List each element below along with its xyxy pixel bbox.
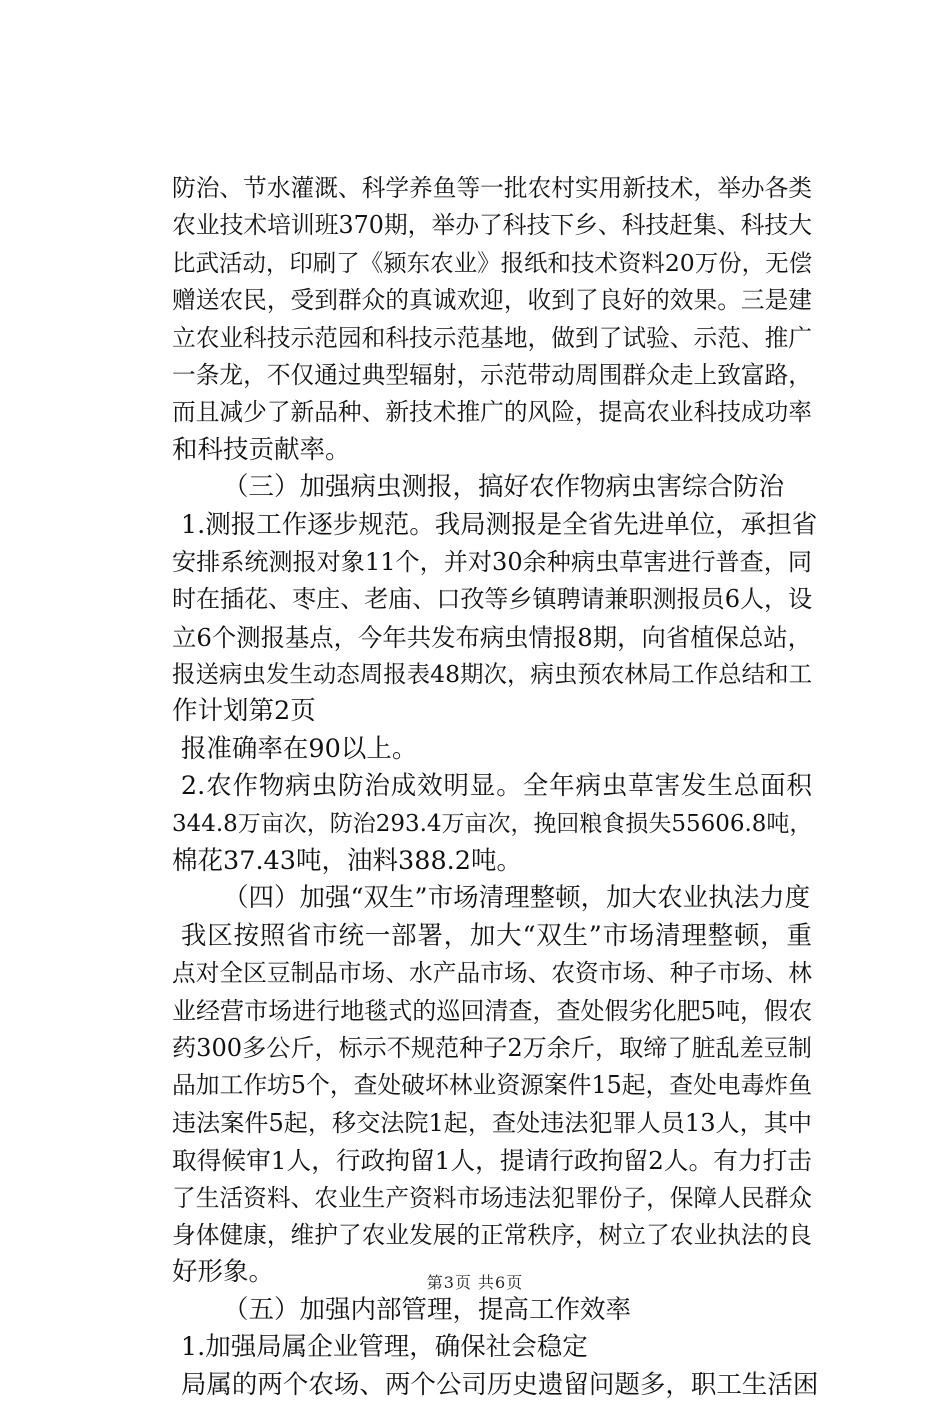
body-text-line: 局属的两个农场、两个公司历史遗留问题多，职工生活困 <box>180 1369 819 1400</box>
body-text-line: 而且减少了新品种、新技术推广的风险，提高农业科技成功率 <box>172 398 812 427</box>
body-text-line: 了生活资料、农业生产资料市场违法犯罪份子，保障人民群众 <box>172 1183 812 1212</box>
body-text-line: 取得候审1人，行政拘留1人，提请行政拘留2人。有力打击 <box>172 1146 812 1176</box>
body-text-line: 农业技术培训班370期，举办了科技下乡、科技赶集、科技大 <box>172 211 812 240</box>
body-text-line: 立6个测报基点，今年共发布病虫情报8期，向省植保总站， <box>172 622 812 652</box>
body-text-line: 1.测报工作逐步规范。我局测报是全省先进单位，承担省 <box>180 509 818 540</box>
body-text-line: 报送病虫发生动态周报表48期次，病虫预农林局工作总结和工 <box>172 660 813 689</box>
body-text-line: 和科技贡献率。 <box>172 434 351 465</box>
body-text-line: 棉花37.43吨，油料388.2吨。 <box>172 846 523 877</box>
body-text-line: 安排系统测报对象11个，并对30余种病虫草害进行普查，同 <box>172 547 812 576</box>
body-text-line: 比武活动，印刷了《颍东农业》报纸和技术资料20万份，无偿 <box>172 248 813 277</box>
body-text-line: 点对全区豆制品市场、水产品市场、农资市场、种子市场、林 <box>172 959 812 988</box>
body-text-line: 药300多公斤，标示不规范种子2万余斤，取缔了脏乱差豆制 <box>172 1033 812 1062</box>
body-text-line: 时在插花、枣庄、老庙、口孜等乡镇聘请兼职测报员6人，设 <box>172 585 813 614</box>
body-text-line: 业经营市场进行地毯式的巡回清查，查处假劣化肥5吨，假农 <box>172 996 813 1025</box>
body-text-line: 赠送农民，受到群众的真诚欢迎，收到了良好的效果。三是建 <box>172 286 812 315</box>
section-heading: （五）加强内部管理，提高工作效率 <box>223 1294 632 1325</box>
body-text-line: 好形象。 <box>172 1257 275 1288</box>
body-text-line: 立农业科技示范园和科技示范基地，做到了试验、示范、推广 <box>172 323 812 352</box>
body-text-line: 报准确率在90以上。 <box>180 733 418 764</box>
body-text-line: 344.8万亩次，防治293.4万亩次，挽回粮食损失55606.8吨， <box>172 810 813 837</box>
document-body <box>172 170 819 1404</box>
body-text-line: 一条龙，不仅通过典型辐射，示范带动周围群众走上致富路， <box>172 360 812 389</box>
body-text-line: 1.加强局属企业管理，确保社会稳定 <box>180 1332 588 1363</box>
body-text-line: 防治、节水灌溉、科学养鱼等一批农村实用新技术，举办各类 <box>172 174 812 202</box>
section-heading: （三）加强病虫测报，搞好农作物病虫害综合防治 <box>223 472 785 503</box>
body-text-line: 作计划第2页 <box>172 696 316 727</box>
body-text-line: 我区按照省市统一部署，加大“双生”市场清理整顿，重 <box>180 920 812 951</box>
body-text-line: 品加工作坊5个，查处破坏林业资源案件15起，查处电毒炸鱼 <box>172 1071 812 1100</box>
body-text-line: 违法案件5起，移交法院1起，查处违法犯罪人员13人，其中 <box>172 1108 812 1137</box>
body-text-line: 2.农作物病虫防治成效明显。全年病虫草害发生总面积 <box>180 771 812 802</box>
page-footer: 第3页 共6页 <box>426 1273 524 1292</box>
section-heading: （四）加强“双生”市场清理整顿，加大农业执法力度 <box>223 883 811 914</box>
body-text-line: 身体健康，维护了农业发展的正常秩序，树立了农业执法的良 <box>172 1220 812 1249</box>
